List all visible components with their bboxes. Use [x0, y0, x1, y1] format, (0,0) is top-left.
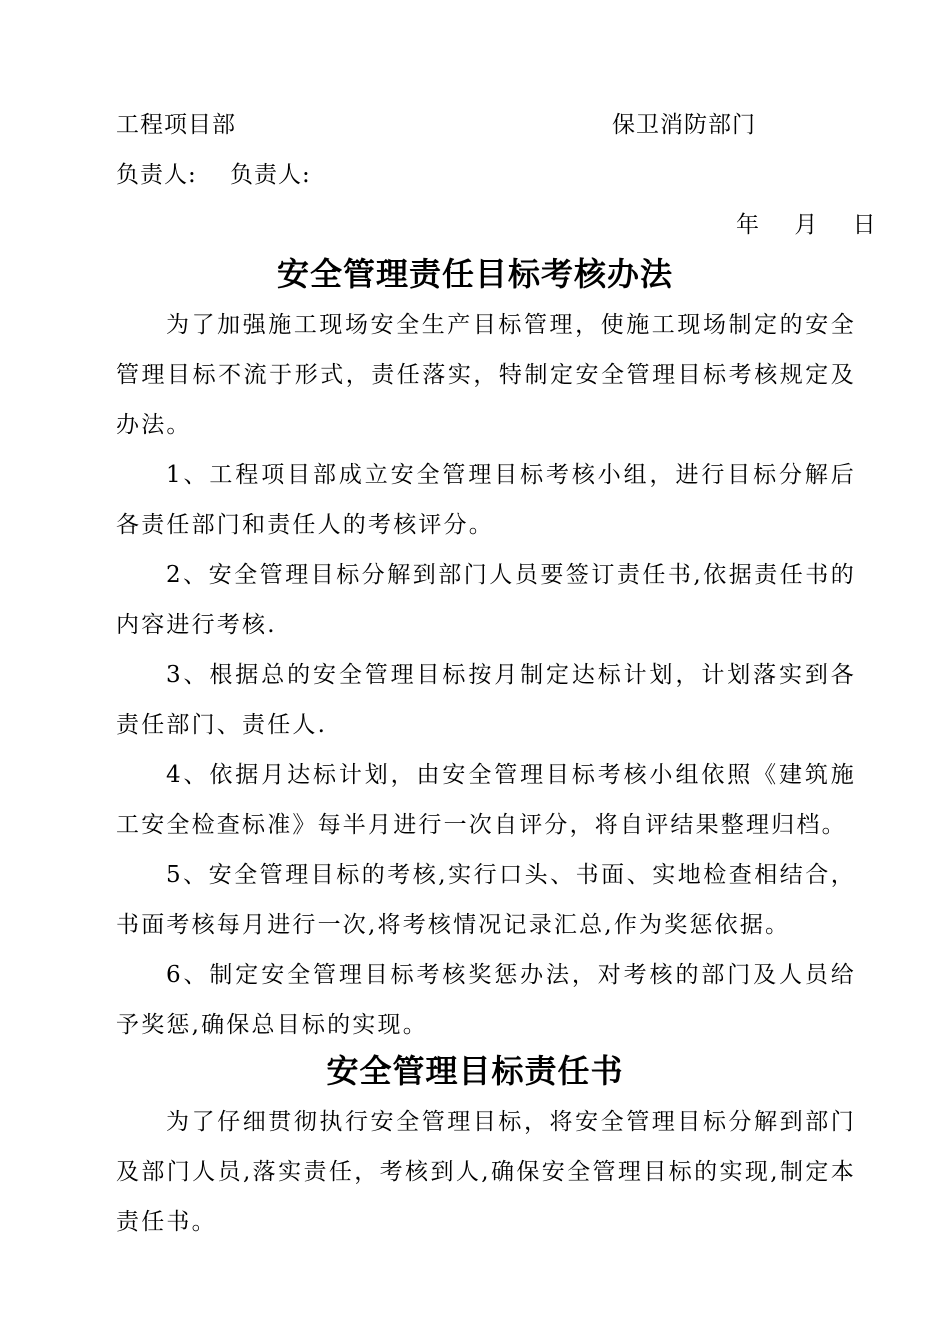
section1-title: 安全管理责任目标考核办法 [276, 255, 673, 293]
header-right-dept: 保卫消防部门 [612, 112, 756, 138]
date-month: 月 [794, 212, 819, 238]
section1-item-2: 2、安全管理目标分解到部门人员要签订责任书,依据责任书的内容进行考核. [116, 562, 856, 638]
header-signers: 负责人: 负责人: [116, 162, 311, 188]
section1-intro: 为了加强施工现场安全生产目标管理，使施工现场制定的安全管理目标不流于形式，责任落实，特制定安全管理目标考核规定及办法。 [116, 312, 856, 438]
section1-item-5: 5、安全管理目标的考核,实行口头、书面、实地检查相结合，书面考核每月进行一次,将考核情况记录汇总,作为奖惩依据。 [116, 862, 856, 938]
section1-item-3: 3、根据总的安全管理目标按月制定达标计划，计划落实到各责任部门、责任人. [116, 662, 856, 738]
date-year: 年 [736, 212, 760, 238]
header-left-dept: 工程项目部 [116, 112, 236, 138]
header-date [710, 210, 877, 240]
section2-title: 安全管理目标责任书 [326, 1052, 624, 1090]
section1-item-4: 4、依据月达标计划，由安全管理目标考核小组依照《建筑施工安全检查标准》每半月进行一次自评分，将自评结果整理归档。 [116, 762, 856, 838]
section1-item-6: 6、制定安全管理目标考核奖惩办法，对考核的部门及人员给予奖惩,确保总目标的实现。 [116, 962, 856, 1038]
date-day: 日 [852, 212, 877, 238]
section1-item-1: 1、工程项目部成立安全管理目标考核小组，进行目标分解后各责任部门和责任人的考核评分。 [116, 462, 856, 538]
section2-intro: 为了仔细贯彻执行安全管理目标，将安全管理目标分解到部门及部门人员,落实责任，考核到人,确保安全管理目标的实现,制定本责任书。 [116, 1109, 856, 1235]
